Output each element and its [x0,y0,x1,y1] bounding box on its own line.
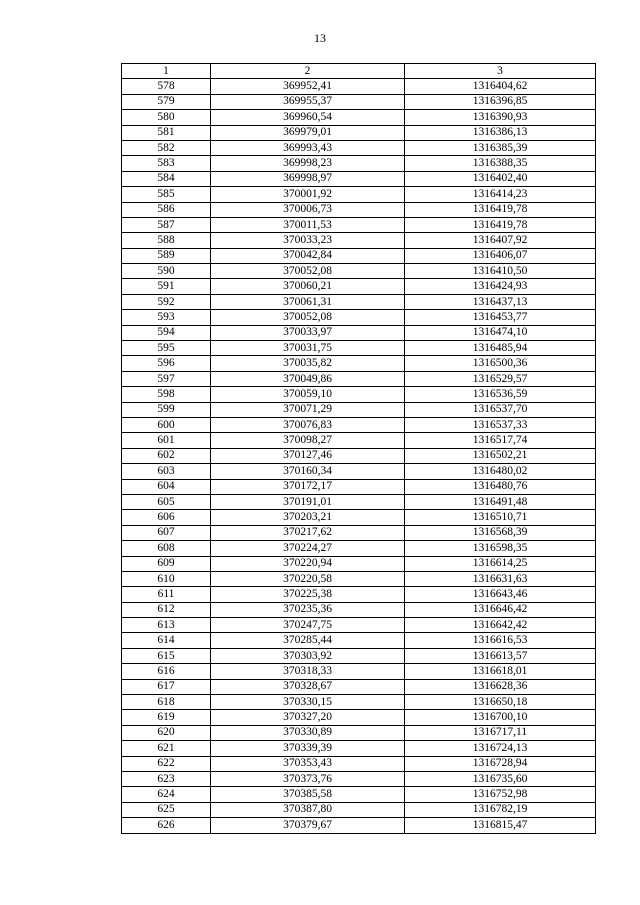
x-coordinate-cell: 370247,75 [211,618,405,633]
table-row [122,356,596,371]
point-number-cell: 611 [122,587,211,602]
point-number-cell: 626 [122,818,211,833]
y-coordinate-cell: 1316410,50 [405,264,596,279]
x-coordinate-cell: 370059,10 [211,387,405,402]
x-coordinate-cell: 370049,86 [211,371,405,386]
point-number-cell: 616 [122,664,211,679]
y-coordinate-cell: 1316396,85 [405,94,596,109]
table-row [122,79,596,94]
table-row [122,679,596,694]
x-coordinate-cell: 370285,44 [211,633,405,648]
table-row [122,233,596,248]
y-coordinate-cell: 1316537,70 [405,402,596,417]
table-row [122,756,596,771]
point-number-cell: 607 [122,525,211,540]
x-coordinate-cell: 369993,43 [211,140,405,155]
x-coordinate-cell: 370235,36 [211,602,405,617]
x-coordinate-cell: 370330,89 [211,725,405,740]
table-row [122,556,596,571]
table-row [122,494,596,509]
x-coordinate-cell: 370379,67 [211,818,405,833]
point-number-cell: 619 [122,710,211,725]
table-row [122,202,596,217]
y-coordinate-cell: 1316815,47 [405,818,596,833]
table-row [122,248,596,263]
table-row [122,156,596,171]
y-coordinate-cell: 1316631,63 [405,571,596,586]
y-coordinate-cell: 1316646,42 [405,602,596,617]
y-coordinate-cell: 1316406,07 [405,248,596,263]
table-row [122,771,596,786]
x-coordinate-cell: 370011,53 [211,217,405,232]
y-coordinate-cell: 1316480,76 [405,479,596,494]
table-row [122,110,596,125]
point-number-cell: 587 [122,217,211,232]
x-coordinate-cell: 370385,58 [211,787,405,802]
y-coordinate-cell: 1316404,62 [405,79,596,94]
y-coordinate-cell: 1316529,57 [405,371,596,386]
y-coordinate-cell: 1316782,19 [405,802,596,817]
point-number-cell: 621 [122,741,211,756]
point-number-cell: 608 [122,541,211,556]
table-row [122,510,596,525]
y-coordinate-cell: 1316485,94 [405,341,596,356]
point-number-cell: 594 [122,325,211,340]
table-row [122,279,596,294]
y-coordinate-cell: 1316510,71 [405,510,596,525]
table-row [122,571,596,586]
y-coordinate-cell: 1316616,53 [405,633,596,648]
point-number-cell: 606 [122,510,211,525]
point-number-cell: 586 [122,202,211,217]
x-coordinate-cell: 370033,23 [211,233,405,248]
table-row [122,602,596,617]
y-coordinate-cell: 1316402,40 [405,171,596,186]
point-number-cell: 620 [122,725,211,740]
x-coordinate-cell: 370042,84 [211,248,405,263]
y-coordinate-cell: 1316500,36 [405,356,596,371]
x-coordinate-cell: 370060,21 [211,279,405,294]
table-row [122,710,596,725]
point-number-cell: 610 [122,571,211,586]
x-coordinate-cell: 370127,46 [211,448,405,463]
point-number-cell: 598 [122,387,211,402]
x-coordinate-cell: 370035,82 [211,356,405,371]
y-coordinate-cell: 1316419,78 [405,217,596,232]
table-row [122,787,596,802]
point-number-cell: 589 [122,248,211,263]
y-coordinate-cell: 1316717,11 [405,725,596,740]
column-header: 3 [405,64,596,79]
table-row [122,802,596,817]
y-coordinate-cell: 1316407,92 [405,233,596,248]
point-number-cell: 613 [122,618,211,633]
point-number-cell: 601 [122,433,211,448]
y-coordinate-cell: 1316424,93 [405,279,596,294]
coordinates-table [121,63,596,834]
x-coordinate-cell: 370303,92 [211,648,405,663]
x-coordinate-cell: 369998,23 [211,156,405,171]
table-row [122,341,596,356]
y-coordinate-cell: 1316613,57 [405,648,596,663]
y-coordinate-cell: 1316650,18 [405,695,596,710]
y-coordinate-cell: 1316642,42 [405,618,596,633]
point-number-cell: 596 [122,356,211,371]
table-row [122,433,596,448]
x-coordinate-cell: 370217,62 [211,525,405,540]
table-row [122,187,596,202]
y-coordinate-cell: 1316643,46 [405,587,596,602]
x-coordinate-cell: 370220,58 [211,571,405,586]
point-number-cell: 603 [122,464,211,479]
table-row [122,171,596,186]
x-coordinate-cell: 370220,94 [211,556,405,571]
point-number-cell: 624 [122,787,211,802]
x-coordinate-cell: 370191,01 [211,494,405,509]
point-number-cell: 591 [122,279,211,294]
x-coordinate-cell: 370327,20 [211,710,405,725]
x-coordinate-cell: 370328,67 [211,679,405,694]
table-row [122,448,596,463]
point-number-cell: 617 [122,679,211,694]
point-number-cell: 582 [122,140,211,155]
y-coordinate-cell: 1316480,02 [405,464,596,479]
table-header-row [122,64,596,79]
point-number-cell: 597 [122,371,211,386]
y-coordinate-cell: 1316419,78 [405,202,596,217]
table-row [122,371,596,386]
point-number-cell: 599 [122,402,211,417]
x-coordinate-cell: 370098,27 [211,433,405,448]
x-coordinate-cell: 370339,39 [211,741,405,756]
y-coordinate-cell: 1316502,21 [405,448,596,463]
point-number-cell: 614 [122,633,211,648]
x-coordinate-cell: 370052,08 [211,310,405,325]
table-row [122,725,596,740]
point-number-cell: 615 [122,648,211,663]
column-header: 1 [122,64,211,79]
table-row [122,264,596,279]
x-coordinate-cell: 370172,17 [211,479,405,494]
x-coordinate-cell: 370071,29 [211,402,405,417]
point-number-cell: 593 [122,310,211,325]
point-number-cell: 583 [122,156,211,171]
point-number-cell: 592 [122,294,211,309]
x-coordinate-cell: 369952,41 [211,79,405,94]
point-number-cell: 580 [122,110,211,125]
y-coordinate-cell: 1316437,13 [405,294,596,309]
x-coordinate-cell: 370203,21 [211,510,405,525]
column-header: 2 [211,64,405,79]
y-coordinate-cell: 1316628,36 [405,679,596,694]
y-coordinate-cell: 1316598,35 [405,541,596,556]
x-coordinate-cell: 370373,76 [211,771,405,786]
point-number-cell: 612 [122,602,211,617]
point-number-cell: 588 [122,233,211,248]
y-coordinate-cell: 1316568,39 [405,525,596,540]
point-number-cell: 584 [122,171,211,186]
table-row [122,325,596,340]
y-coordinate-cell: 1316414,23 [405,187,596,202]
table-row [122,479,596,494]
point-number-cell: 600 [122,417,211,432]
y-coordinate-cell: 1316491,48 [405,494,596,509]
y-coordinate-cell: 1316388,35 [405,156,596,171]
point-number-cell: 625 [122,802,211,817]
page-number: 13 [314,31,326,45]
x-coordinate-cell: 369960,54 [211,110,405,125]
x-coordinate-cell: 370076,83 [211,417,405,432]
x-coordinate-cell: 370160,34 [211,464,405,479]
y-coordinate-cell: 1316537,33 [405,417,596,432]
y-coordinate-cell: 1316618,01 [405,664,596,679]
y-coordinate-cell: 1316536,59 [405,387,596,402]
y-coordinate-cell: 1316386,13 [405,125,596,140]
y-coordinate-cell: 1316728,94 [405,756,596,771]
point-number-cell: 609 [122,556,211,571]
table-row [122,664,596,679]
table-row [122,402,596,417]
table-row [122,618,596,633]
y-coordinate-cell: 1316385,39 [405,140,596,155]
table-row [122,818,596,833]
table-row [122,464,596,479]
table-row [122,125,596,140]
table-row [122,525,596,540]
table-row [122,633,596,648]
table-row [122,217,596,232]
y-coordinate-cell: 1316752,98 [405,787,596,802]
point-number-cell: 605 [122,494,211,509]
table-row [122,741,596,756]
point-number-cell: 595 [122,341,211,356]
y-coordinate-cell: 1316474,10 [405,325,596,340]
y-coordinate-cell: 1316735,60 [405,771,596,786]
table-row [122,387,596,402]
table-row [122,587,596,602]
x-coordinate-cell: 369979,01 [211,125,405,140]
table-body [122,79,596,833]
table-row [122,94,596,109]
x-coordinate-cell: 370031,75 [211,341,405,356]
x-coordinate-cell: 370061,31 [211,294,405,309]
table-row [122,294,596,309]
point-number-cell: 585 [122,187,211,202]
x-coordinate-cell: 370353,43 [211,756,405,771]
point-number-cell: 604 [122,479,211,494]
x-coordinate-cell: 370052,08 [211,264,405,279]
x-coordinate-cell: 370318,33 [211,664,405,679]
table-row [122,648,596,663]
x-coordinate-cell: 370330,15 [211,695,405,710]
point-number-cell: 618 [122,695,211,710]
x-coordinate-cell: 370033,97 [211,325,405,340]
table-row [122,417,596,432]
y-coordinate-cell: 1316390,93 [405,110,596,125]
point-number-cell: 581 [122,125,211,140]
x-coordinate-cell: 370225,38 [211,587,405,602]
point-number-cell: 602 [122,448,211,463]
x-coordinate-cell: 370224,27 [211,541,405,556]
y-coordinate-cell: 1316517,74 [405,433,596,448]
x-coordinate-cell: 369998,97 [211,171,405,186]
point-number-cell: 623 [122,771,211,786]
x-coordinate-cell: 370001,92 [211,187,405,202]
table-row [122,541,596,556]
x-coordinate-cell: 370006,73 [211,202,405,217]
y-coordinate-cell: 1316724,13 [405,741,596,756]
x-coordinate-cell: 370387,80 [211,802,405,817]
y-coordinate-cell: 1316700,10 [405,710,596,725]
table-row [122,140,596,155]
point-number-cell: 622 [122,756,211,771]
point-number-cell: 578 [122,79,211,94]
point-number-cell: 590 [122,264,211,279]
x-coordinate-cell: 369955,37 [211,94,405,109]
y-coordinate-cell: 1316614,25 [405,556,596,571]
y-coordinate-cell: 1316453,77 [405,310,596,325]
table-row [122,695,596,710]
point-number-cell: 579 [122,94,211,109]
table-row [122,310,596,325]
